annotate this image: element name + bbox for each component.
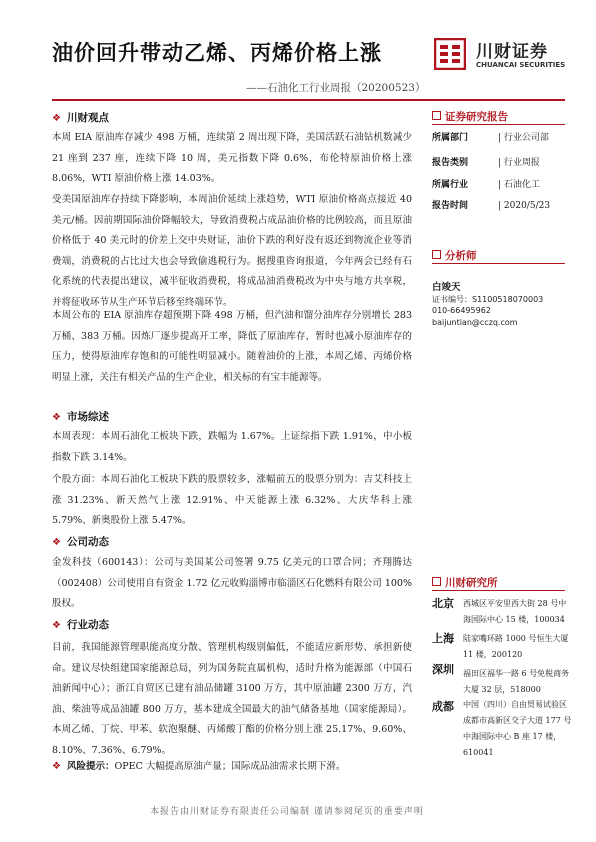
info-department [432, 130, 572, 143]
paragraph-weekly-performance: 本周表现：本周石油化工板块下跌，跌幅为 1.67%。上证综指下跌 1.91%，中小板指数下跌 3.14%。 [52, 431, 412, 463]
section-divider [432, 590, 565, 591]
info-value: | 行业周报 [498, 158, 540, 168]
report-subtitle: ——石油化工行业周报（20200523） [246, 82, 426, 94]
section-title: 证券研究报告 [445, 111, 508, 123]
analyst-email[interactable]: baijuntian@cczq.com [432, 318, 518, 327]
info-label: 报告类别 [432, 158, 469, 168]
section-analyst [432, 248, 477, 263]
office-address-chengdu: 中国（四川）自由贸易试验区成都市高新区交子大道 177 号中海国际中心 B 座 17 楼，610041 [463, 700, 572, 757]
section-title: 行业动态 [66, 619, 109, 631]
section-company-news [52, 534, 109, 549]
diamond-icon: ❖ [52, 761, 61, 772]
section-chuancai-view [52, 110, 109, 125]
info-industry [432, 177, 572, 190]
info-label: 所属行业 [432, 180, 469, 190]
office-address-shanghai: 陆家嘴环路 1000 号恒生大厦 11 楼，200120 [463, 634, 569, 659]
section-market-review [52, 409, 109, 424]
risk-label: 风险提示： [66, 761, 115, 772]
info-value: | 行业公司部 [498, 133, 549, 143]
paragraph-stocks: 个股方面：本周石油化工板块下跌的股票较多，涨幅前五的股票分别为：吉艾科技上涨 31.23%、新天然气上涨 12.91%、中天能源上涨 6.32%、大庆华科上涨 5.79%、新奥股份上涨 5.47%。 [52, 474, 412, 526]
section-title: 公司动态 [66, 536, 109, 548]
footer-disclaimer: 本报告由川财证券有限责任公司编制 谨请参阅尾页的重要声明 [150, 807, 424, 817]
paragraph-industry-news: 目前，我国能源管理职能高度分散、管理机构级别偏低，不能适应新形势、承担新使命。建议尽快组建国家能源总局，列为国务院直属机构，适时升格为能源部（中国石油新闻中心）；浙江自贸区已建有油品储罐 3100 万方，其中原油罐 2300 万方，汽油、柴油等成品油罐 800 万方，基本建成全国最大的油气储备基地（国家能源局）。本周乙烯、丁烷、甲苯、软泡聚醚、丙烯酸丁酯的价格分别上涨 25.17%、9.60%、8.10%、7.36%、6.79%。 [52, 642, 412, 756]
diamond-icon: ❖ [52, 113, 61, 124]
office-address-shenzhen: 福田区福华一路 6 号免税商务大厦 32 层，518000 [463, 669, 570, 694]
section-report-info [432, 109, 508, 124]
section-divider [432, 263, 565, 264]
paragraph-consumption-tax: 受美国原油库存持续下降影响，本周油价延续上涨趋势，WTI 原油价格高点接近 40 美元/桶。因前期国际油价降幅较大，导致消费税占成品油价格的比例较高，而且原油价格低于 40 美元时的价差上交中央财证，油价下跌的利好没有返还到物流企业等消费端，消费税的占比过大也会导致偷逃税行为。据搜重咨询报道，今年两会已经有石化系统的代表提出建议，减半征收消费税，将成品油消费税改为中央与地方共享税，并将征收环节从生产环节后移至终端环节。 [52, 194, 412, 308]
office-city-beijing: 北京 [432, 597, 454, 610]
report-title: 油价回升带动乙烯、丙烯价格上涨 [52, 41, 382, 65]
info-label: 报告时间 [432, 201, 469, 211]
section-title: 川财观点 [66, 112, 109, 124]
brand-name-en: CHUANCAI SECURITIES [476, 61, 566, 69]
chuancai-logo-icon [434, 38, 466, 70]
diamond-icon: ❖ [52, 537, 61, 548]
brand-name: 川财证券 [476, 42, 548, 62]
section-title: 市场综述 [66, 411, 109, 423]
section-divider [432, 124, 565, 125]
header-divider [52, 99, 565, 101]
section-research-institute [432, 575, 498, 590]
paragraph-company-news: 金发科技（600143）：公司与美国某公司签署 9.75 亿美元的口罩合同；齐翔腾达（002408）公司使用自有资金 1.72 亿元收购淄博市临淄区石化燃料有限公司 100%股权。 [52, 557, 412, 609]
analyst-phone: 010-66495962 [432, 306, 491, 315]
office-city-shanghai: 上海 [432, 632, 454, 645]
office-address-beijing: 西城区平安里西大街 28 号中海国际中心 15 楼，100034 [463, 599, 567, 624]
paragraph-eia: 本周 EIA 原油库存减少 498 万桶，连续第 2 周出现下降，美国活跃石油钻机数减少 21 座到 237 座，连续下降 10 周，美元指数下降 0.6%，布伦特原油价格上涨 8.06%，WTI 原油价格上涨 14.03%。 [52, 132, 412, 184]
section-industry-news [52, 617, 109, 632]
section-title: 川财研究所 [445, 577, 498, 589]
paragraph-inventory: 本周公布的 EIA 原油库存超预期下降 498 万桶，但汽油和馏分油库存分别增长 283 万桶、383 万桶。因炼厂逐步提高开工率，降低了原油库存，暂时也减小原油库存的压力，使得原油库存饱和的可能性明显减小。随着油价的上涨，本周乙烯、丙烯价格明显上涨，关注有相关产品的生产企业，相关标的有宝丰能源等。 [52, 310, 412, 383]
info-value: | 2020/5/23 [498, 201, 551, 211]
info-label: 所属部门 [432, 133, 469, 143]
square-icon [432, 111, 441, 120]
office-city-chengdu: 成都 [432, 700, 454, 713]
diamond-icon: ❖ [52, 412, 61, 423]
diamond-icon: ❖ [52, 620, 61, 631]
info-date [432, 198, 572, 211]
section-title: 分析师 [445, 250, 477, 262]
risk-text: OPEC 大幅提高原油产量；国际成品油需求长期下滑。 [114, 761, 346, 772]
info-value: | 石油化工 [498, 180, 540, 190]
info-category [432, 155, 572, 168]
office-city-shenzhen: 深圳 [432, 663, 454, 676]
analyst-certificate: 证书编号：S1100518070003 [432, 295, 544, 304]
square-icon [432, 577, 441, 586]
analyst-name: 白竣天 [432, 282, 461, 293]
risk-warning [52, 758, 345, 772]
square-icon [432, 250, 441, 259]
